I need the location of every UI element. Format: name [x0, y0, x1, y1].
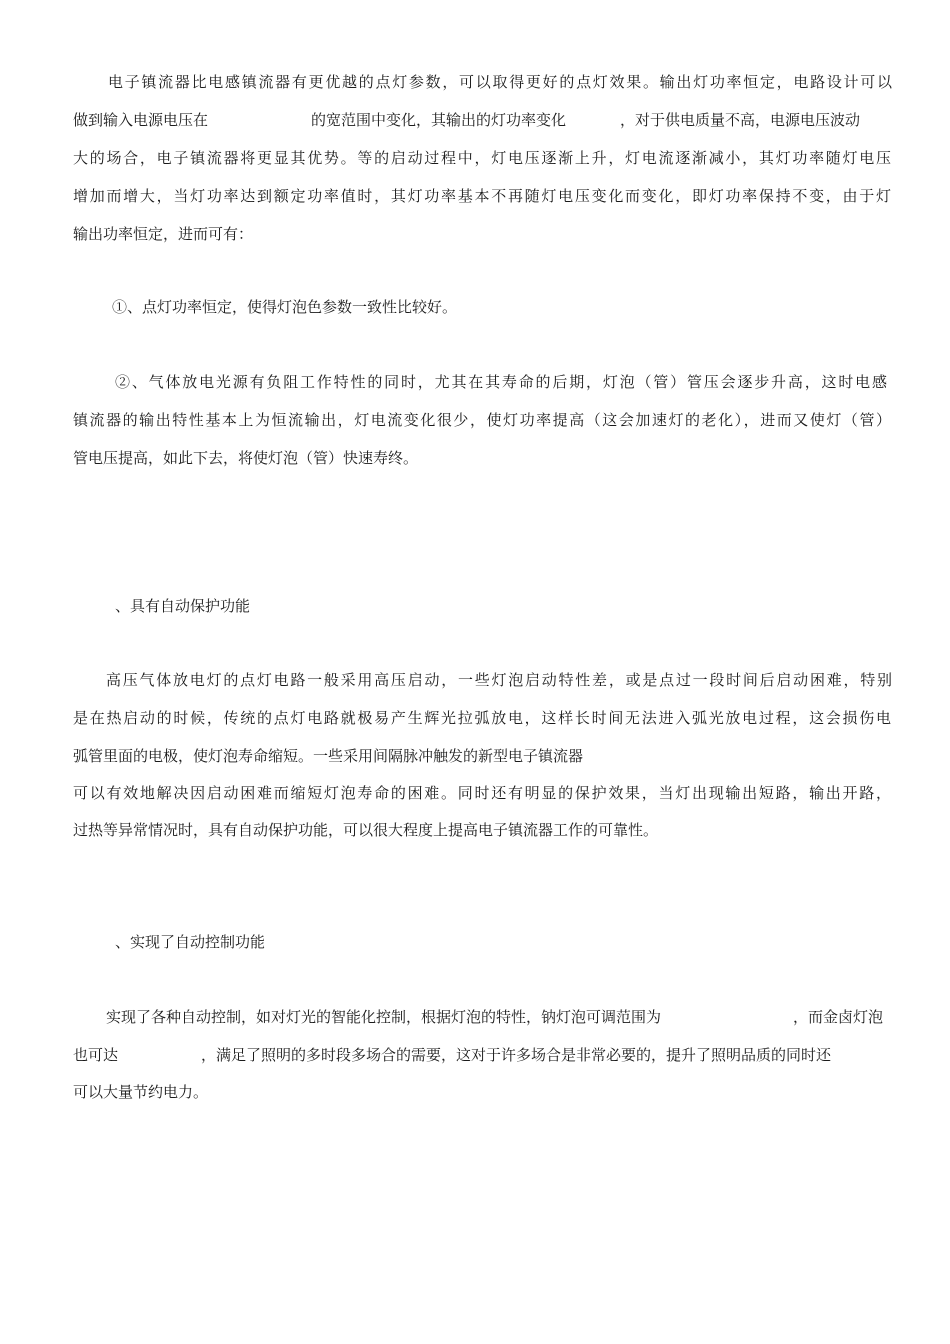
list-item-1: ①、点灯功率恒定，使得灯泡色参数一致性比较好。: [112, 298, 458, 316]
auto-protect-line-2: 是在热启动的时候，传统的点灯电路就极易产生辉光拉弧放电，这样长时间无法进入弧光放电过程，这会损伤电: [73, 709, 891, 727]
auto-control-line-3: 可以大量节约电力。: [73, 1083, 209, 1101]
paragraph-1-line-2-part-c: ，对于供电质量不高，电源电压波动: [620, 111, 861, 129]
list-item-2-line-3: 管电压提高，如此下去，将使灯泡（管）快速寿终。: [73, 449, 419, 467]
section-heading-auto-control: 、实现了自动控制功能: [115, 933, 266, 951]
paragraph-1-line-4: 增加而增大，当灯功率达到额定功率值时，其灯功率基本不再随灯电压变化而变化，即灯功率保持不变，由于灯: [73, 187, 891, 205]
list-item-2-line-2: 镇流器的输出特性基本上为恒流输出，灯电流变化很少，使灯功率提高（这会加速灯的老化），进而又使灯（管）: [73, 411, 891, 429]
paragraph-1-line-2-part-b: 的宽范围中变化，其输出的灯功率变化: [311, 111, 567, 129]
paragraph-1-line-1: 电子镇流器比电感镇流器有更优越的点灯参数，可以取得更好的点灯效果。输出灯功率恒定，电路设计可以: [108, 73, 892, 91]
section-heading-auto-protect: 、具有自动保护功能: [115, 597, 251, 615]
auto-control-line-1-part-a: 实现了各种自动控制，如对灯光的智能化控制，根据灯泡的特性，钠灯泡可调范围为: [106, 1008, 662, 1026]
paragraph-1-line-3: 大的场合，电子镇流器将更显其优势。等的启动过程中，灯电压逐渐上升，灯电流逐渐减小，其灯功率随灯电压: [73, 149, 891, 167]
auto-protect-line-3: 弧管里面的电极，使灯泡寿命缩短。一些采用间隔脉冲触发的新型电子镇流器: [73, 747, 584, 765]
paragraph-1-line-5: 输出功率恒定，进而可有：: [73, 225, 254, 243]
auto-protect-line-4: 可以有效地解决因启动困难而缩短灯泡寿命的困难。同时还有明显的保护效果，当灯出现输出短路，输出开路，: [73, 784, 891, 802]
auto-control-line-1-part-b: ，而金卤灯泡: [793, 1008, 884, 1026]
paragraph-1-line-2-part-a: 做到输入电源电压在: [73, 111, 209, 129]
list-item-2-line-1: ②、气体放电光源有负阻工作特性的同时，尤其在其寿命的后期，灯泡（管）管压会逐步升高，这时电感: [115, 373, 887, 391]
auto-control-line-2-part-b: ，满足了照明的多时段多场合的需要，这对于许多场合是非常必要的，提升了照明品质的同时还: [201, 1046, 832, 1064]
auto-control-line-2-part-a: 也可达: [73, 1046, 119, 1064]
auto-protect-line-5: 过热等异常情况时，具有自动保护功能，可以很大程度上提高电子镇流器工作的可靠性。: [73, 821, 659, 839]
auto-protect-line-1: 高压气体放电灯的点灯电路一般采用高压启动，一些灯泡启动特性差，或是点过一段时间后启动困难，特别: [106, 671, 892, 689]
